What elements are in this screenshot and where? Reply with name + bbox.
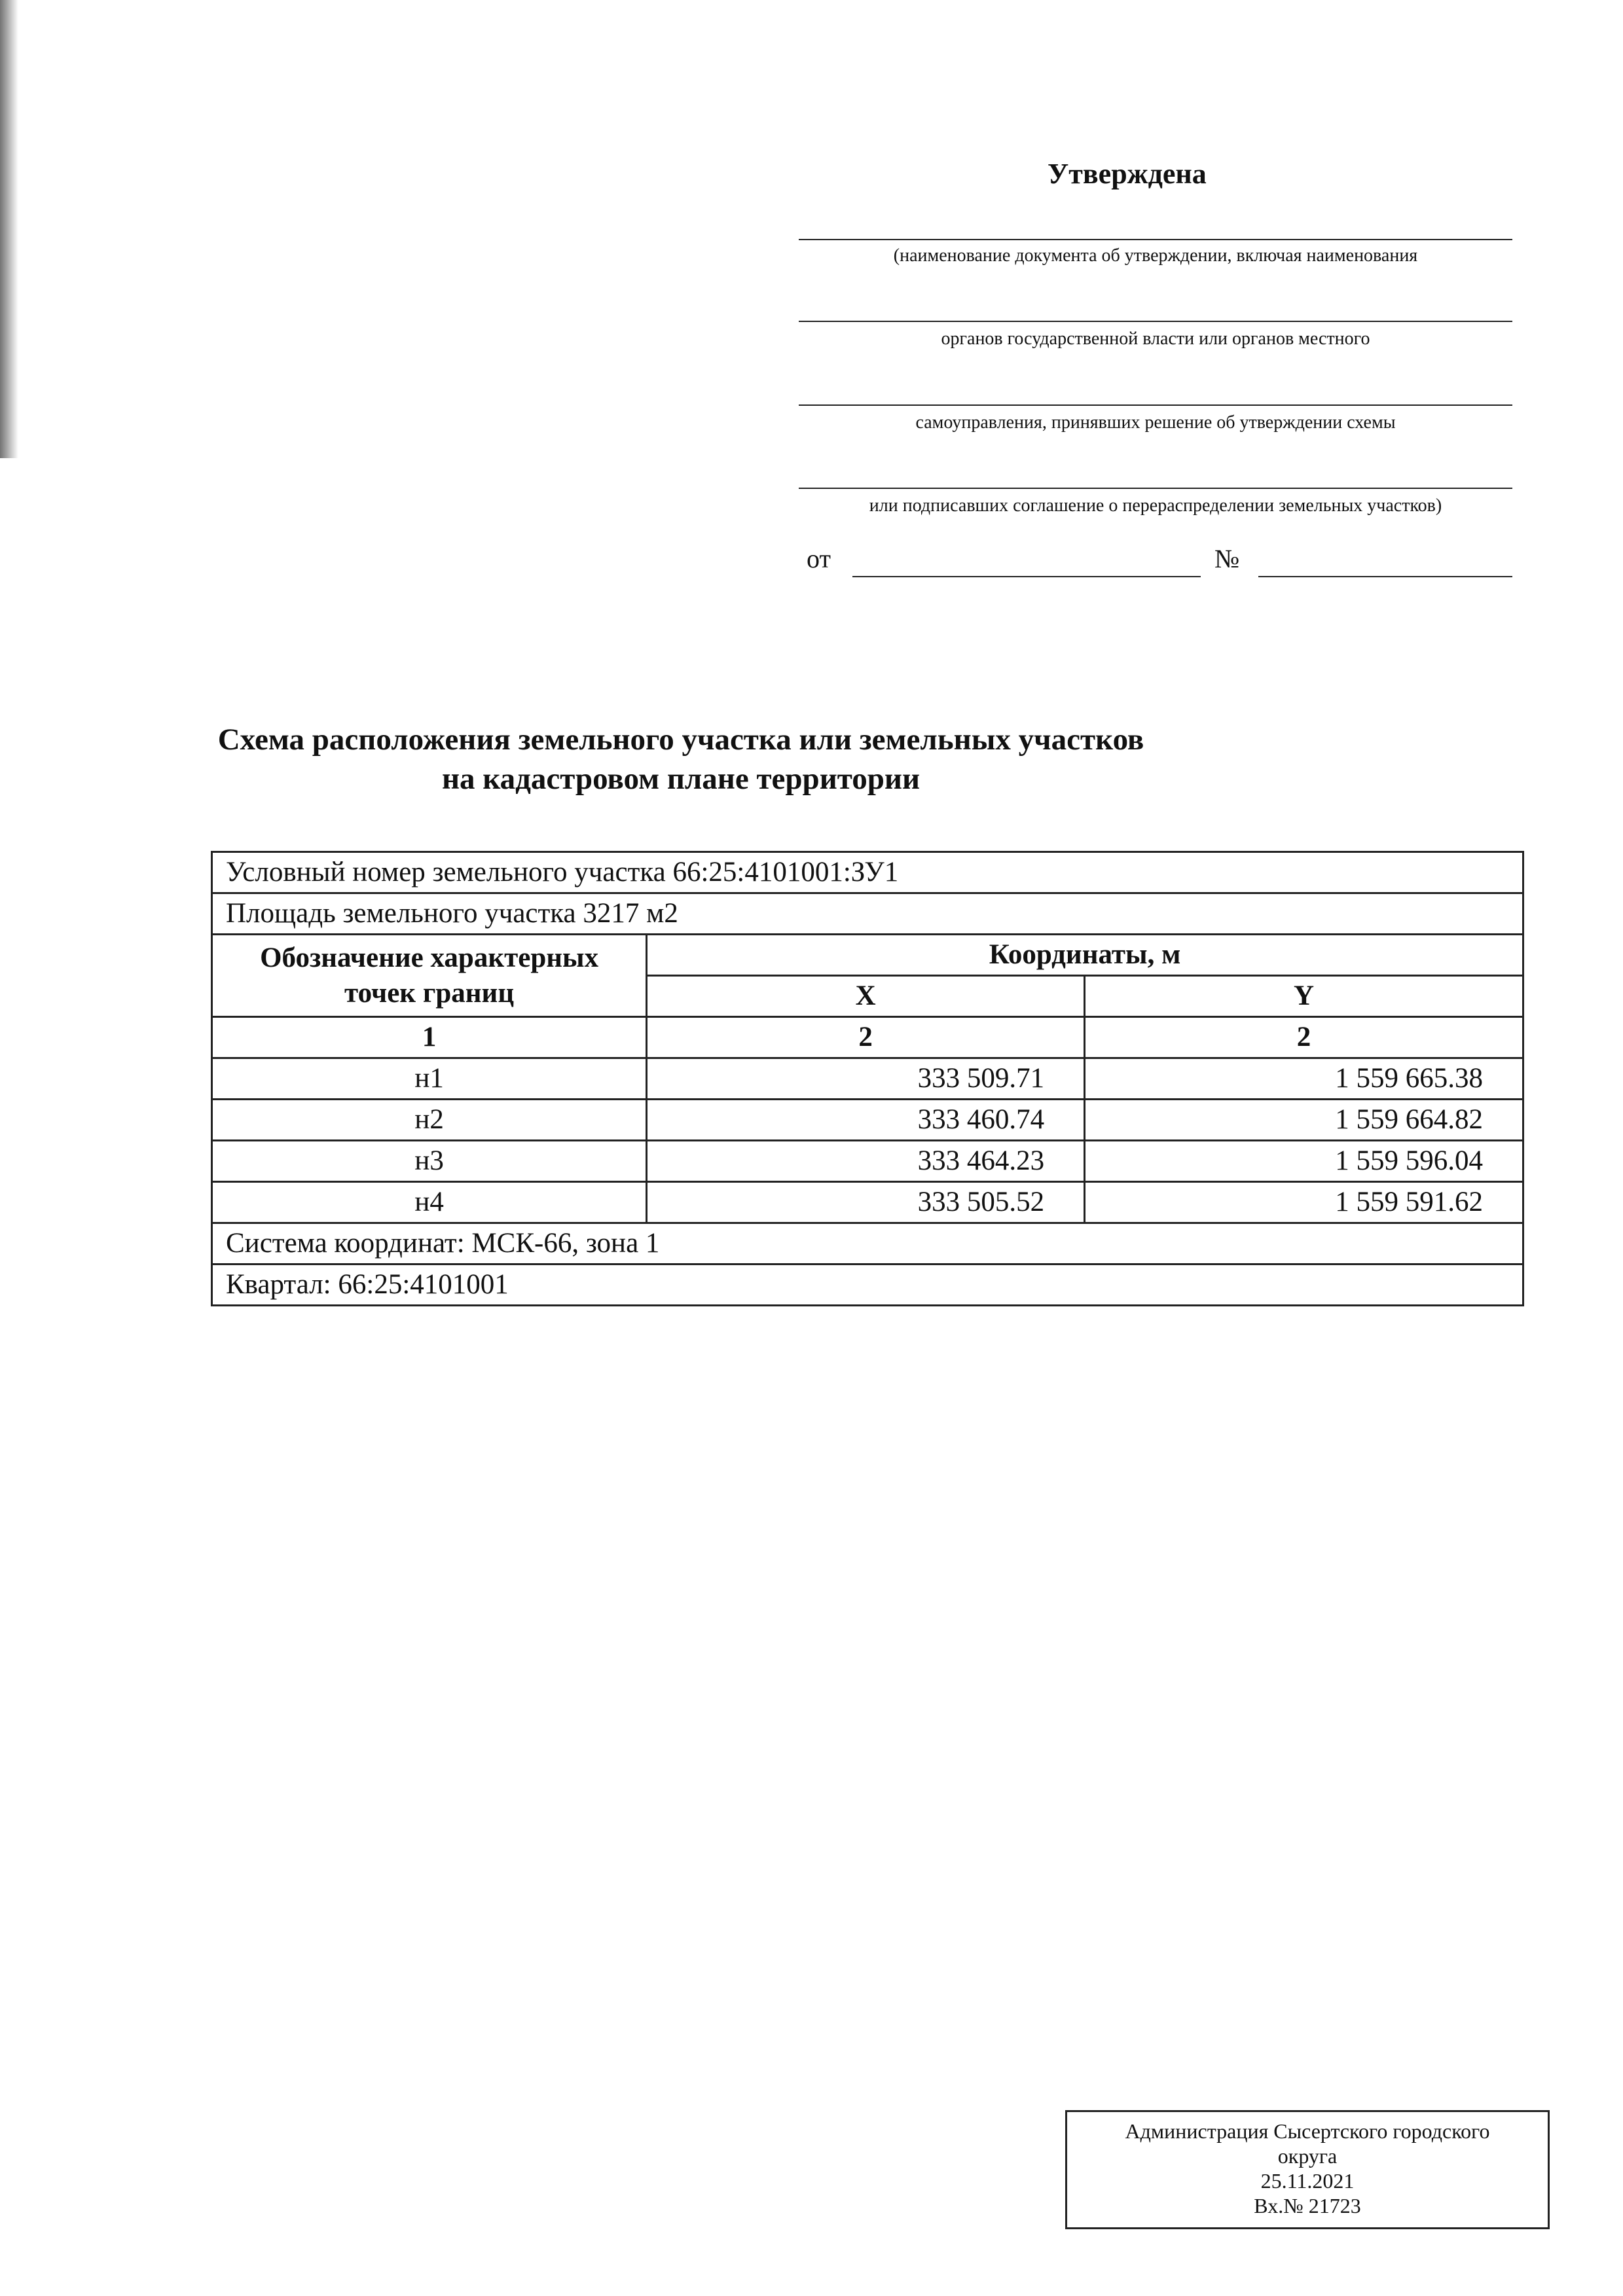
column-index: 1 (212, 1017, 647, 1058)
date-fill-line (852, 576, 1201, 577)
table-row (212, 1100, 1523, 1141)
approval-fill-line (799, 239, 1512, 240)
table-row (212, 1141, 1523, 1182)
approval-fill-line (799, 488, 1512, 489)
x-coordinate: 333 464.23 (647, 1141, 1085, 1182)
approval-caption: органов государственной власти или органов местного (941, 329, 1370, 349)
document-title-line: на кадастровом плане территории (441, 762, 921, 796)
y-coordinate: 1 559 591.62 (1085, 1182, 1523, 1223)
approval-fill-line (799, 404, 1512, 406)
parcel-area-cell: Площадь земельного участка 3217 м2 (212, 893, 1523, 935)
table-row (212, 1265, 1523, 1306)
coordinate-system-cell: Система координат: МСК-66, зона 1 (212, 1223, 1523, 1265)
header-y: Y (1085, 976, 1523, 1017)
point-name: н3 (212, 1141, 647, 1182)
coordinates-table (211, 851, 1524, 1306)
x-coordinate: 333 509.71 (647, 1058, 1085, 1100)
quarter-cell: Квартал: 66:25:4101001 (212, 1265, 1523, 1306)
approval-caption: (наименование документа об утверждении, включая наименования (893, 245, 1418, 266)
incoming-registration-stamp (1065, 2110, 1550, 2229)
approval-fill-line (799, 321, 1512, 322)
x-coordinate: 333 505.52 (647, 1182, 1085, 1223)
approval-caption: самоуправления, принявших решение об утверждении схемы (915, 412, 1396, 433)
header-coordinates: Координаты, м (647, 935, 1523, 976)
approval-caption: или подписавших соглашение о перераспределении земельных участков) (869, 495, 1442, 516)
table-row (212, 893, 1523, 935)
document-title-line: Схема расположения земельного участка или земельных участков (217, 723, 1144, 757)
document-title (164, 720, 1198, 798)
table-row (212, 1223, 1523, 1265)
header-x: X (647, 976, 1085, 1017)
point-name: н4 (212, 1182, 647, 1223)
column-index-row (212, 1017, 1523, 1058)
stamp-date: 25.11.2021 (1260, 2169, 1355, 2193)
stamp-incoming-number: Вх.№ 21723 (1254, 2194, 1361, 2217)
number-fill-line (1258, 576, 1512, 577)
table-header-row (212, 935, 1523, 976)
scan-shadow-edge (0, 0, 18, 458)
y-coordinate: 1 559 665.38 (1085, 1058, 1523, 1100)
from-label: от (807, 544, 831, 573)
point-name: н1 (212, 1058, 647, 1100)
table-row (212, 1182, 1523, 1223)
stamp-organization: Администрация Сысертского городского (1125, 2119, 1490, 2143)
x-coordinate: 333 460.74 (647, 1100, 1085, 1141)
column-index: 2 (647, 1017, 1085, 1058)
parcel-number-cell: Условный номер земельного участка 66:25:4101001:ЗУ1 (212, 852, 1523, 893)
approval-date-number-row (799, 543, 1512, 583)
stamp-organization: округа (1277, 2144, 1338, 2168)
table-row (212, 852, 1523, 893)
header-points: Обозначение характерных точек границ (212, 935, 647, 1017)
table-row (212, 1058, 1523, 1100)
column-index: 2 (1085, 1017, 1523, 1058)
point-name: н2 (212, 1100, 647, 1141)
y-coordinate: 1 559 664.82 (1085, 1100, 1523, 1141)
number-label: № (1214, 544, 1240, 573)
y-coordinate: 1 559 596.04 (1085, 1141, 1523, 1182)
approval-title: Утверждена (1048, 158, 1207, 190)
